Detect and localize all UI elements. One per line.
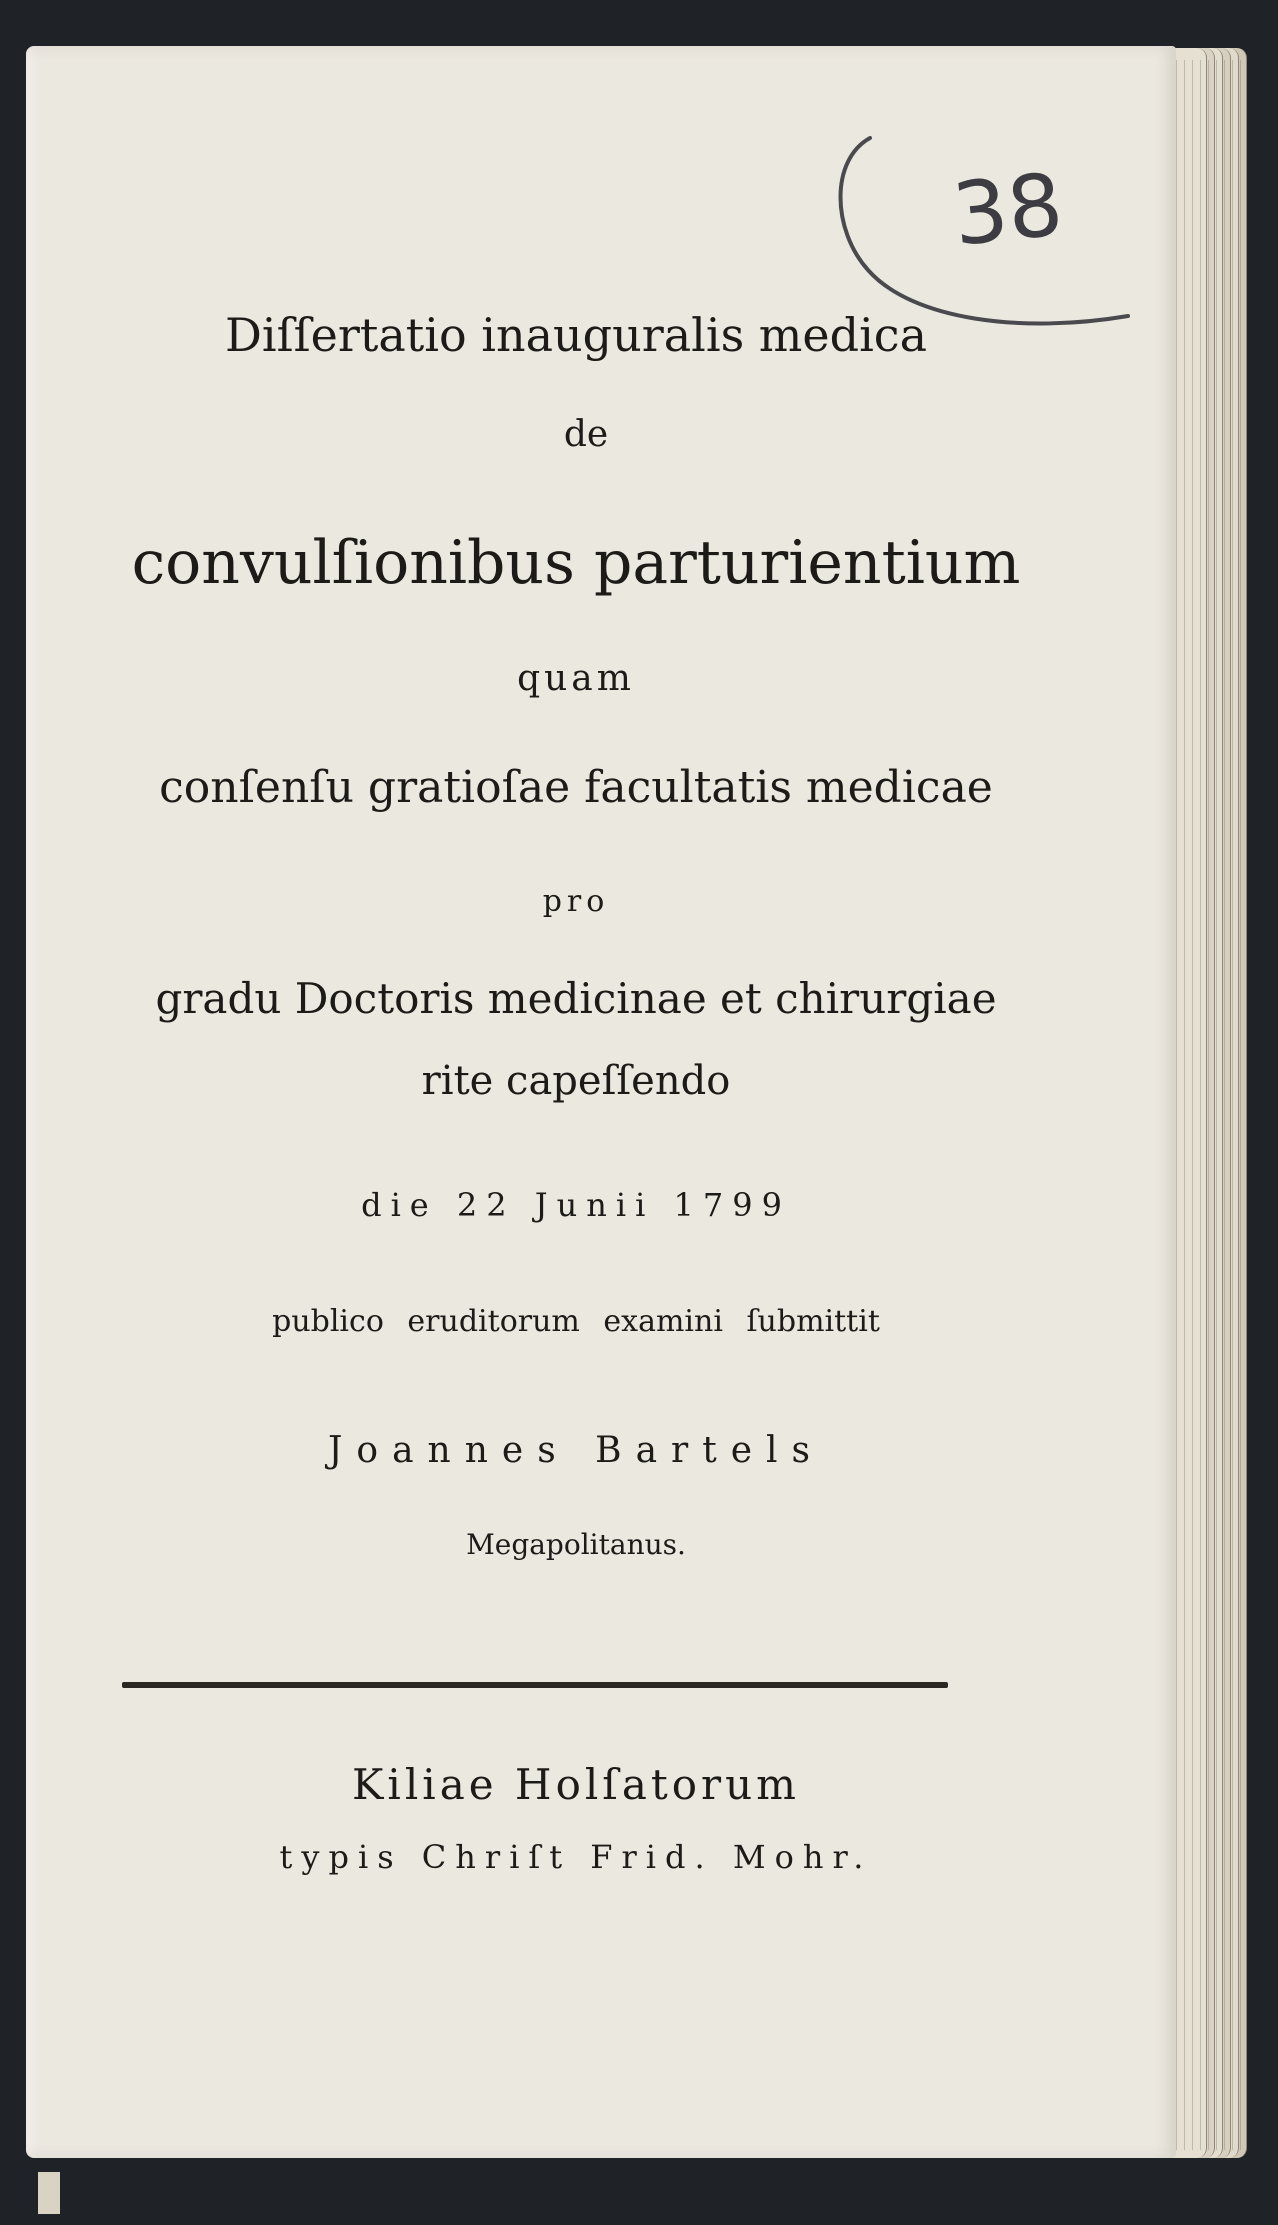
date-line: die 22 Junii 1799 [361, 1186, 791, 1224]
author-name: Joannes Bartels [327, 1430, 825, 1471]
title-line-6: pro [542, 884, 610, 919]
examination-line: publico eruditorum examini ſubmittit [272, 1304, 880, 1339]
title-line-5: conſenſu gratioſae facultatis medicae [159, 762, 993, 813]
title-line-2: de [563, 414, 609, 455]
imprint-printer: typis Chriſt Frid. Mohr. [279, 1838, 873, 1876]
title-line-8: rite capeſſendo [421, 1058, 731, 1104]
author-origin: Megapolitanus. [466, 1528, 686, 1561]
binding-tab [38, 2172, 60, 2214]
title-page [26, 46, 1176, 2158]
main-title: convulſionibus parturientium [131, 528, 1021, 598]
title-line-4: quam [517, 658, 635, 699]
imprint-place: Kiliae Holſatorum [352, 1760, 800, 1809]
divider-rule [122, 1682, 948, 1688]
title-line-7: gradu Doctoris medicinae et chirurgiae [155, 974, 997, 1023]
shelf-mark-number: 38 [948, 154, 1068, 266]
title-line-1: Diſſertatio inauguralis medica [225, 308, 927, 362]
